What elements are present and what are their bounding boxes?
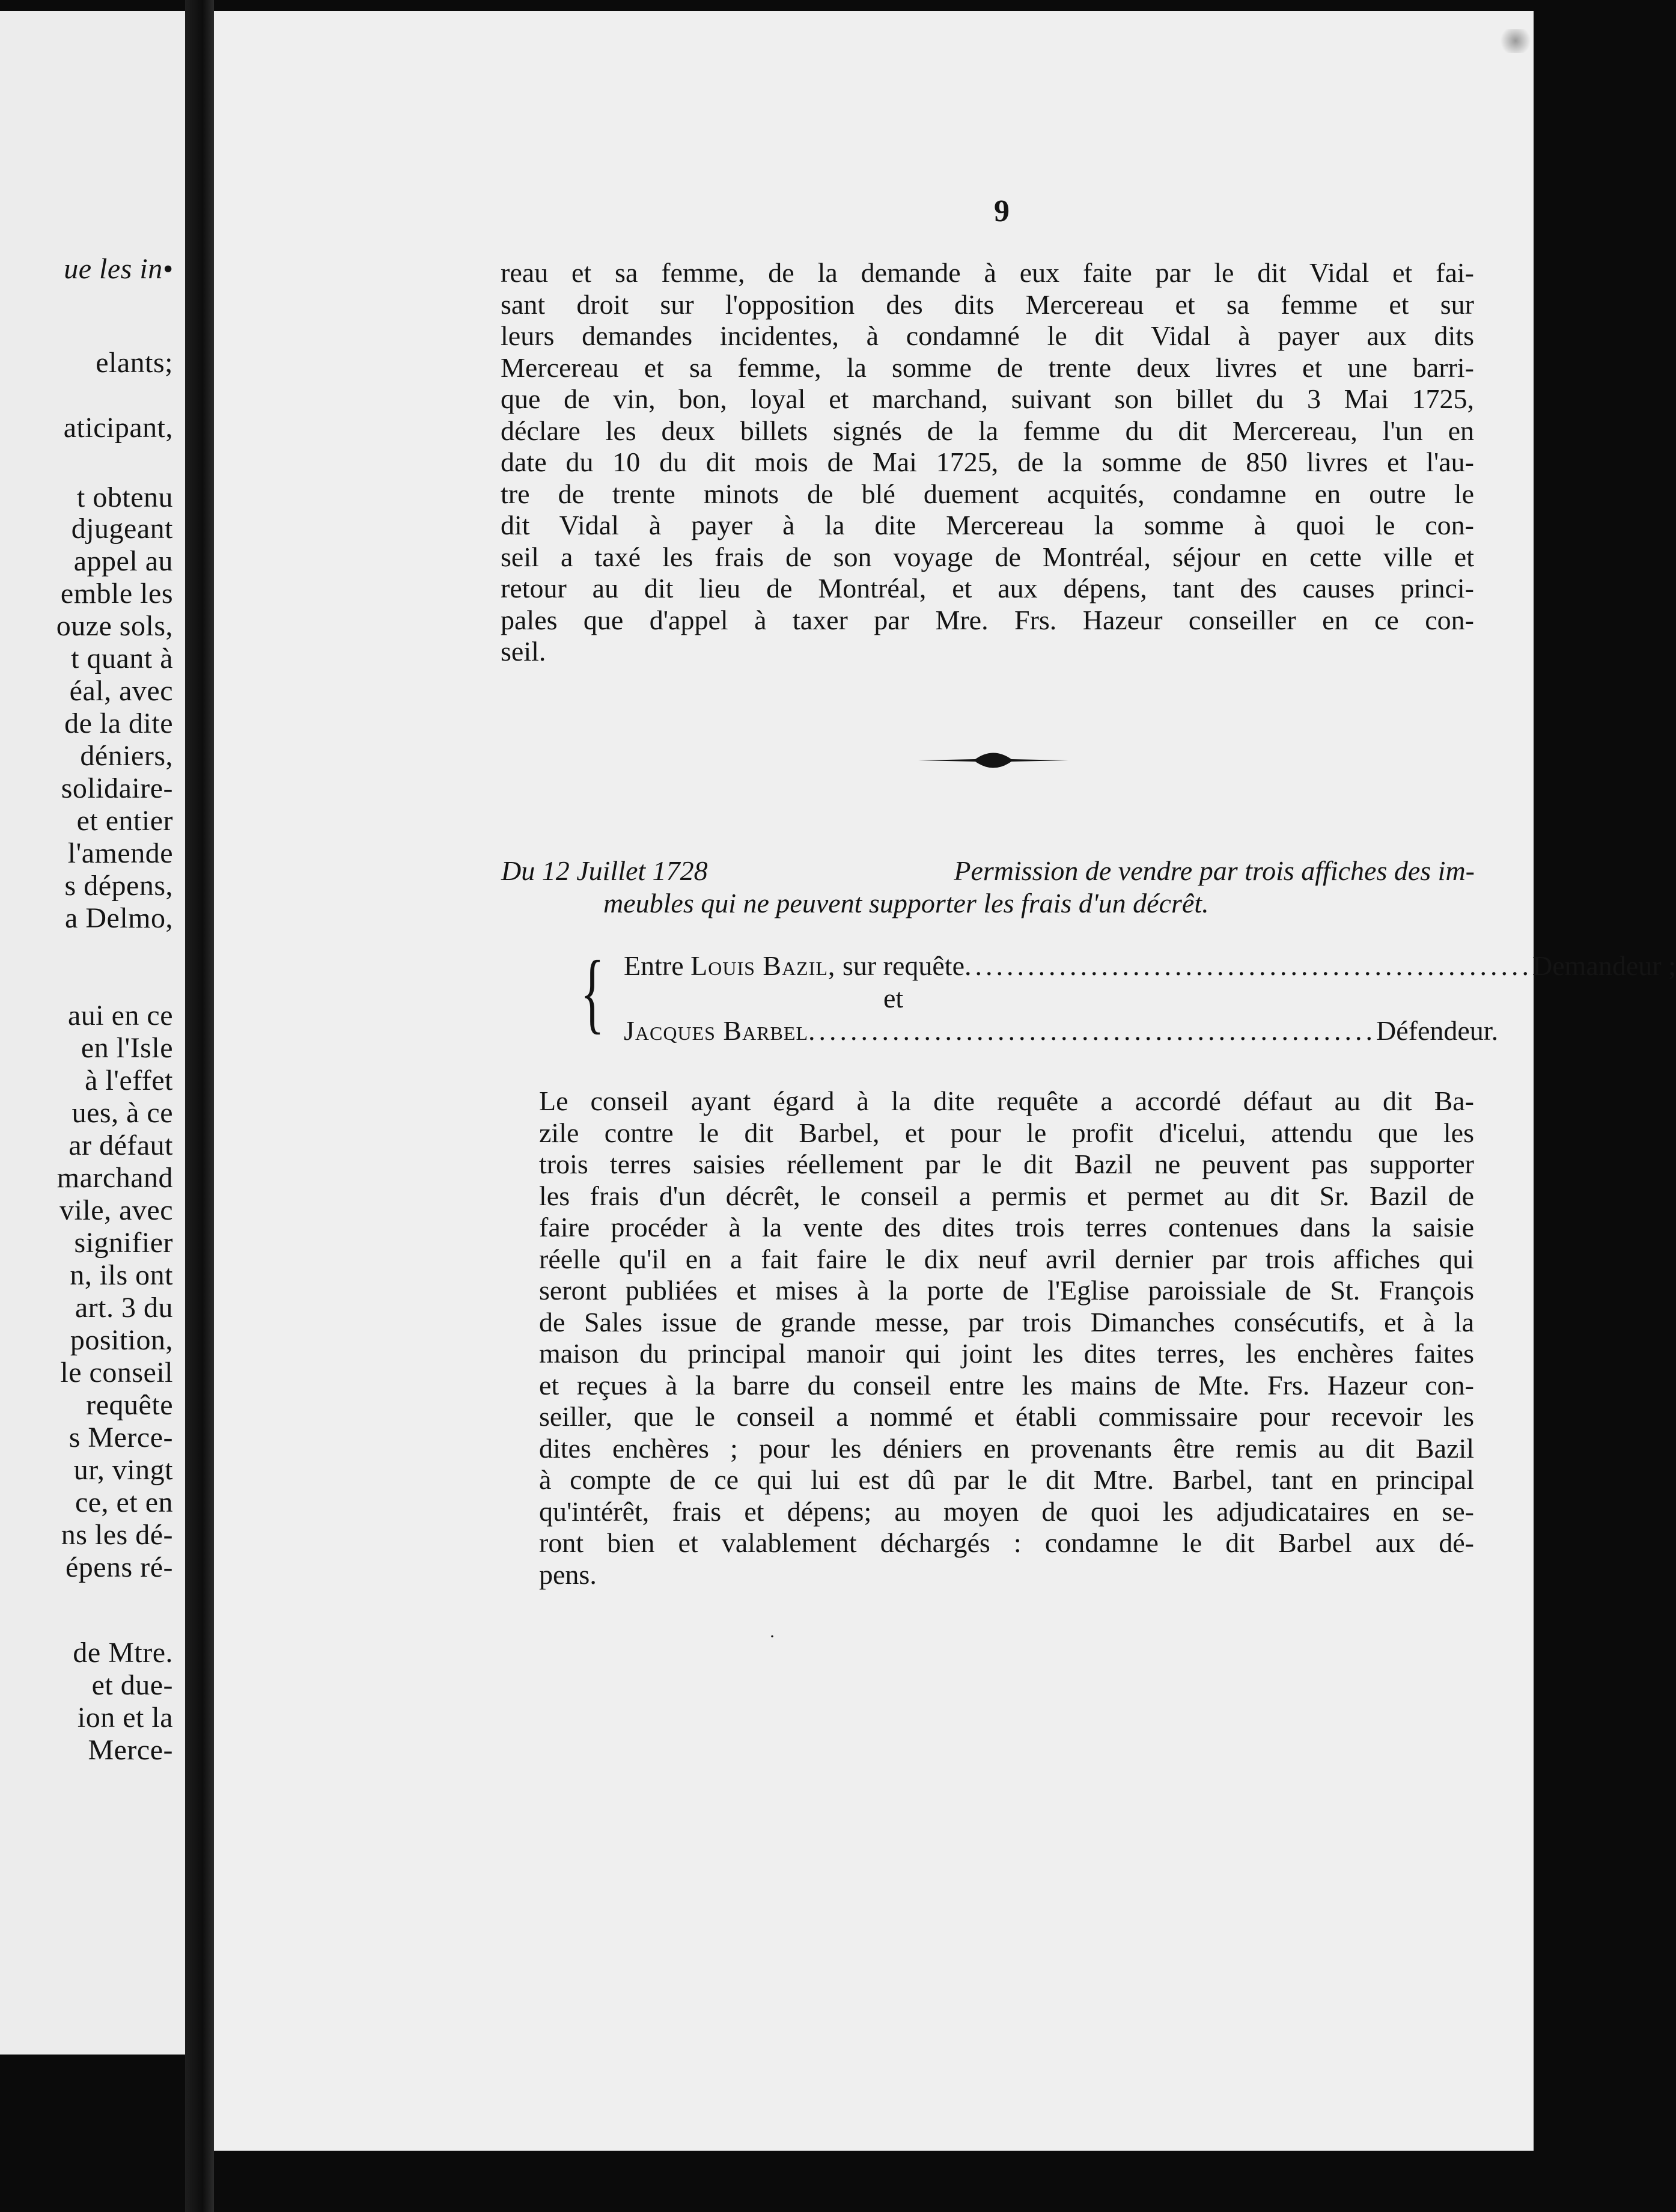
leader-dots: ...................................................... bbox=[808, 1015, 1376, 1046]
left-page-line: signifier bbox=[74, 1227, 173, 1259]
text-line: Mercereau et sa femme, la somme de trente deux livres et une barri- bbox=[501, 352, 1474, 383]
text-line: dites enchères ; pour les déniers en provenants être remis au dit Bazil bbox=[539, 1432, 1474, 1464]
text-line: trois terres saisies réellement par le dit Bazil ne peuvent pas supporter bbox=[539, 1149, 1474, 1179]
defendant-role: Défendeur. bbox=[1376, 1015, 1499, 1046]
facing-page-left bbox=[0, 11, 189, 2055]
text-line: leurs demandes incidentes, à condamné le dit Vidal à payer aux dits bbox=[501, 320, 1474, 351]
left-page-line: emble les bbox=[60, 578, 173, 610]
left-page-line: à l'effet bbox=[85, 1065, 173, 1096]
left-page-line: ouze sols, bbox=[56, 610, 173, 642]
parties-brace: { bbox=[581, 943, 605, 1042]
left-page-line: de Mtre. bbox=[73, 1637, 173, 1669]
left-page-line: et due- bbox=[91, 1669, 173, 1701]
text-line: ront bien et valablement déchargés : condamne le dit Barbel aux dé- bbox=[539, 1527, 1474, 1558]
text-line: réelle qu'il en a fait faire le dix neuf avril dernier par trois affiches qui bbox=[539, 1243, 1474, 1274]
text-line: qu'intérêt, frais et dépens; au moyen de quoi les adjudicataires en se- bbox=[539, 1496, 1474, 1527]
text-line-last: pens. bbox=[539, 1559, 597, 1590]
left-page-line: en l'Isle bbox=[81, 1032, 173, 1064]
left-page-line: et entier bbox=[76, 805, 173, 837]
left-page-line: requête bbox=[86, 1389, 173, 1421]
text-line: maison du principal manoir qui joint les dites terres, les enchères faites bbox=[539, 1338, 1474, 1369]
left-page-line: djugeant bbox=[71, 513, 173, 545]
left-page-line: aui en ce bbox=[67, 1000, 173, 1031]
left-page-line: ur, vingt bbox=[73, 1454, 173, 1486]
text-line: à compte de ce qui lui est dû par le dit Mtre. Barbel, tant en principal bbox=[539, 1464, 1474, 1495]
left-page-line: épens ré- bbox=[65, 1551, 173, 1583]
paper-tear bbox=[1498, 29, 1534, 53]
left-page-line: t quant à bbox=[71, 643, 173, 674]
left-page-line: elants; bbox=[96, 347, 173, 379]
case-title-line2: meubles qui ne peuvent supporter les frais d'un décrêt. bbox=[603, 888, 1209, 918]
text-line: retour au dit lieu de Montréal, et aux dépens, tant des causes princi- bbox=[501, 573, 1474, 603]
paragraph-judgment bbox=[501, 1086, 1474, 1590]
text-line: tre de trente minots de blé duement acquités, condamne en outre le bbox=[501, 478, 1474, 509]
left-page-line: ues, à ce bbox=[72, 1097, 173, 1129]
text-line: date du 10 du dit mois de Mai 1725, de la somme de 850 livres et l'au- bbox=[501, 447, 1474, 477]
left-page-line: t obtenu bbox=[77, 481, 173, 513]
text-line: zile contre le dit Barbel, et pour le profit d'icelui, attendu que les bbox=[539, 1117, 1474, 1148]
defendant-name: Jacques Barbel bbox=[624, 1015, 808, 1046]
text-line: seiller, que le conseil a nommé et établi commissaire pour recevoir les bbox=[539, 1401, 1474, 1432]
plaintiff-role: Demandeur ; bbox=[1532, 950, 1676, 981]
text-line: Le conseil ayant égard à la dite requête a accordé défaut au dit Ba- bbox=[539, 1086, 1474, 1116]
left-page-line: de la dite bbox=[64, 707, 173, 739]
page-number: 9 bbox=[994, 194, 1010, 228]
left-page-line: ce, et en bbox=[75, 1486, 173, 1518]
text-line: reau et sa femme, de la demande à eux faite par le dit Vidal et fai- bbox=[501, 257, 1474, 288]
plaintiff-name: Louis Bazil, bbox=[690, 950, 836, 981]
party-defendant bbox=[593, 1015, 1499, 1047]
left-page-line: ar défaut bbox=[69, 1129, 173, 1161]
case-heading bbox=[501, 855, 1475, 920]
plaintiff-tail: sur requête bbox=[835, 950, 965, 981]
party-plaintiff bbox=[593, 950, 1676, 982]
left-page-line: Merce- bbox=[88, 1734, 173, 1766]
left-page-line: s Merce- bbox=[69, 1422, 173, 1453]
left-page-line: solidaire- bbox=[61, 772, 173, 804]
text-line: dit Vidal à payer à la dite Mercereau la somme à quoi le con- bbox=[501, 510, 1474, 540]
left-page-line: s dépens, bbox=[64, 870, 173, 902]
text-line: que de vin, bon, loyal et marchand, suivant son billet du 3 Mai 1725, bbox=[501, 383, 1474, 414]
text-line: seil a taxé les frais de son voyage de Montréal, séjour en cette ville et bbox=[501, 541, 1474, 572]
case-title-line1: Permission de vendre par trois affiches des im- bbox=[954, 855, 1475, 886]
parties-conjunction: et bbox=[883, 983, 904, 1013]
case-date: Du 12 Juillet 1728 bbox=[501, 855, 708, 886]
text-line: seront publiées et mises à la porte de l'Eglise paroissiale de St. François bbox=[539, 1275, 1474, 1306]
left-page-line: ns les dé- bbox=[61, 1519, 173, 1551]
book-gutter bbox=[185, 0, 214, 2212]
left-page-line: a Delmo, bbox=[65, 902, 173, 934]
leader-dots: ...................................................... bbox=[964, 950, 1533, 981]
left-page-line: aticipant, bbox=[63, 412, 173, 444]
left-page-line: ue les in• bbox=[64, 253, 173, 285]
ornament-divider bbox=[918, 745, 1068, 775]
paragraph-judgment-continued bbox=[501, 257, 1474, 668]
text-line-last: seil. bbox=[501, 636, 546, 667]
text-line: de Sales issue de grande messe, par trois Dimanches consécutifs, et à la bbox=[539, 1306, 1474, 1337]
left-page-line: le conseil bbox=[60, 1357, 173, 1389]
text-line: les frais d'un décrêt, le conseil a permis et permet au dit Sr. Bazil de bbox=[539, 1180, 1474, 1211]
left-page-line: déniers, bbox=[80, 740, 173, 772]
text-line: et reçues à la barre du conseil entre les mains de Mte. Frs. Hazeur con- bbox=[539, 1369, 1474, 1401]
case-parties bbox=[581, 943, 1676, 1047]
left-page-line: marchand bbox=[56, 1162, 173, 1194]
text-line: déclare les deux billets signés de la femme du dit Mercereau, l'un en bbox=[501, 415, 1474, 446]
text-line: faire procéder à la vente des dites trois terres contenues dans la saisie bbox=[539, 1212, 1474, 1242]
left-page-line: vile, avec bbox=[59, 1194, 173, 1226]
plaintiff-prefix: Entre bbox=[624, 950, 691, 981]
left-page-line: n, ils ont bbox=[70, 1259, 173, 1291]
left-page-line: art. 3 du bbox=[75, 1292, 173, 1324]
page-right bbox=[214, 11, 1676, 2151]
ink-speck: · bbox=[769, 1627, 775, 1646]
left-page-line: éal, avec bbox=[69, 675, 173, 707]
text-line: sant droit sur l'opposition des dits Mercereau et sa femme et sur bbox=[501, 289, 1474, 320]
left-page-line: ion et la bbox=[77, 1702, 173, 1734]
left-page-line: position, bbox=[70, 1324, 173, 1356]
left-page-line: l'amende bbox=[67, 837, 173, 869]
text-line: pales que d'appel à taxer par Mre. Frs. Hazeur conseiller en ce con- bbox=[501, 604, 1474, 635]
left-page-line: appel au bbox=[73, 545, 173, 577]
